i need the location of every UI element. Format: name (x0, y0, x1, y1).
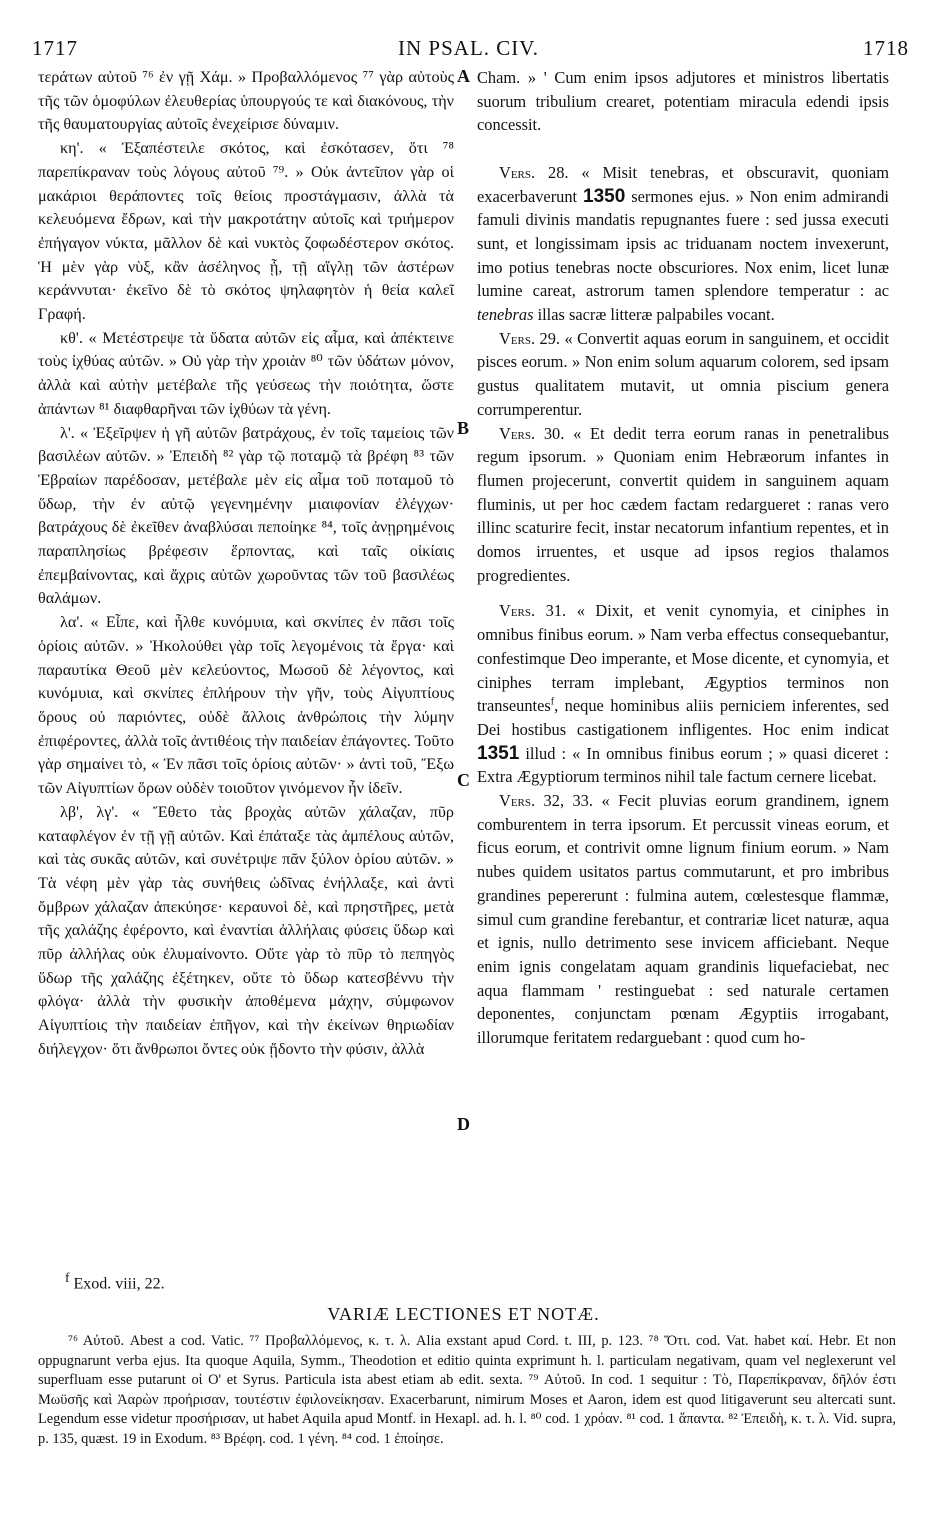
right-column-number: 1718 (863, 36, 909, 60)
notes-text: ⁷⁶ Αὐτοῦ. Abest a cod. Vatic. ⁷⁷ Προβαλλόμενος, κ. τ. λ. Alia exstant apud Cord. t. III, p. 123. ⁷⁸ Ὅτι. cod. Vat. habet καί. Hebr. Et non oppugnarunt verba ejus. Ita quoque Aquila, Symm., Theodotion et editio quinta exprimunt h. l. particulam negativam, quam vel neglexerunt vel superfluam esse putarunt οἱ O' et Syrus. Particula ista abest etiam ab edit. sexta. ⁷⁹ Αὐτοῦ. In cod. 1 sequitur : Τὸ, Παρεπίκραναν, δῆλόν ἐστι Μωϋσῆς καὶ Ἀαρὼν προήρισαν, τουτέστιν ἐφιλονείκησαν. Exacerbarunt, nimirum Moses et Aaron, idem est quod litigaverunt seu altercati sunt. Legendum esse videtur προσήρισαν, ut habet Aquila apud Montf. in Hexapl. ad. h. l. ⁸⁰ cod. 1 χρόαν. ⁸¹ cod. 1 ἅπαντα. ⁸² Ἐπειδὴ, κ. τ. λ. Vid. supra, p. 135, quæst. 19 in Exodum. ⁸³ Βρέφη. cod. 1 γένη. ⁸⁴ cod. 1 ἐποίησε. (38, 1333, 896, 1447)
latin-text: illud : « In omnibus finibus eorum ; » quasi diceret : Extra Ægyptiorum terminos nihil tale factum cernere licebat. (477, 743, 889, 787)
verse-label: Vers. 32, 33. (499, 791, 593, 811)
left-column-number: 1717 (32, 36, 78, 60)
notes-heading: VARIÆ LECTIONES ET NOTÆ. (327, 1304, 600, 1324)
latin-text: sermones ejus. » Non enim admirandi famuli divinis mandatis repugnantes fuere : sed jussa executi sunt, et longissimam ipsis ac triduanam noctem invexerunt, imo potius tenebras nocte obscuriores. Nox enim, licet lunæ lumine careat, astrorum tamen splendore temperatur : ac (477, 186, 889, 301)
latin-column (477, 66, 889, 1050)
greek-paragraph: κθ'. « Μετέστρεψε τὰ ὕδατα αὐτῶν εἰς αἷμα, καὶ ἀπέκτεινε τοὺς ἰχθύας αὐτῶν. » Οὐ γὰρ τὴν χροιὰν ⁸⁰ τῶν ὑδάτων μόνον, ἀλλὰ καὶ αὐτὴν μετέβαλε τῆς γεύσεως τὴν ποιότητα, ὥστε ἀπάντων ⁸¹ διαφθαρῆναι τῶν ἰχθύων τὰ γένη. (38, 328, 454, 418)
column-marker: 1351 (477, 742, 520, 764)
verse-label: Vers. 28. (499, 162, 569, 182)
verse-label: Vers. 29. (499, 328, 561, 348)
latin-paragraph (477, 599, 889, 789)
latin-text: « Fecit pluvias eorum grandinem, ignem comburentem in terra ipsorum. Et percussit vineas eorum, et ficus eorum, et contrivit omne lignum finium eorum. » Nam nubes quidem usitatos partus commutarunt, et pro imbribus grandines pepererunt : fulmina autem, cœlestesque flammæ, simul cum grandine ferebantur, et contrariæ licet naturæ, aqua et ignis, nullo detrimento sese invicem afficiebant. Neque enim ignis congelatam aquam grandinis liquefaciebat, nec aqua flammam ' restinguebat : sed naturale certamen deponentes, conjunctam pœnam Ægyptiis irrogabant, illorumque feritatem redarguebant : quod cum ho- (477, 791, 890, 1048)
margin-letter-c: C (457, 770, 470, 790)
margin-letter-a: A (457, 66, 470, 86)
greek-paragraph: λ'. « Ἐξεῖρψεν ἡ γῆ αὐτῶν βατράχους, ἐν τοῖς ταμείοις τῶν βασιλέων αὐτῶν. » Ἐπειδὴ ⁸² γὰρ τῷ ποταμῷ τὰ βρέφη ⁸³ τῶν Ἑβραίων παρέδοσαν, μετέβαλε μὲν εἰς αἷμα τοῦ ποταμοῦ τὸ ὕδωρ, τὴν ἐν αὐτῷ γεγενημένην μιαιφονίαν ἐλέγχων· βατράχους δὲ ἐκεῖθεν ἀναβλύσαι πεποίηκε ⁸⁴, τοῖς ἀνῃρημένοις παραπλησίως βρέφεσιν ἕρποντας, καὶ ταῖς οἰκίαις ἐπεμβαίνοντας, καὶ ἄχρις αὐτῶν χωροῦντας τῶν τοῦ βασιλέως θαλάμων. (38, 423, 454, 608)
greek-column (38, 66, 454, 1062)
greek-paragraph: λα'. « Εἶπε, καὶ ἦλθε κυνόμυια, καὶ σκνίπες ἐν πᾶσι τοῖς ὁρίοις αὐτῶν. » Ἠκολούθει γὰρ τοῖς λεγομένοις τὰ ἔργα· καὶ παραυτίκα Θεοῦ μὲν κελεύοντος, Μωσοῦ δὲ λέγοντος, καὶ κυνόμυια, καὶ σκνίπες ἐπλήρουν τὴν γῆν, τοὺς Αἰγυπτίους ὅρους οὐ παριόντες, οὐδὲ ἄλλοις ἀνθρώποις τὴν λύμην ἐπιφέροντες, ἀλλὰ τοῖς ἀντιθέοις τὴν παιδείαν ἐπάγοντες. Τοῦτο γὰρ σημαίνει τὸ, « Ἐν πᾶσι τοῖς ὁρίοις αὐτῶν· » ἀντὶ τοῦ, Ἔξω τῶν Αἰγυπτίων ὅρων οὐδὲν τοιοῦτον γινόμενον ἦν ἰδεῖν. (38, 613, 454, 798)
latin-text: « Misit tenebras, et obscuravit, quoniam exacerbaverunt (477, 162, 889, 206)
page-header (28, 36, 909, 62)
footnote-mark: f (65, 1270, 70, 1285)
latin-italic: tenebras (477, 305, 534, 325)
latin-text: « Et dedit terra eorum ranas in penetralibus regum ipsorum. » Quoniam enim Hebræorum infantes in flumen projecerunt, convertit quidem in sanguinem aquam fluminis, ut per hoc cædem factam redargueret : ranas vero illinc scaturire fecit, instar necatorum infantium repentes, et in domos irruentes, et usque ad ipsos regios thalamos progredientes. (477, 423, 889, 585)
verse-label: Vers. 30. (499, 423, 565, 443)
margin-letter-b: B (457, 418, 470, 438)
greek-paragraph: λβ', λγ'. « Ἔθετο τὰς βροχὰς αὐτῶν χάλαζαν, πῦρ καταφλέγον ἐν τῇ γῇ αὐτῶν. Καὶ ἐπάταξε τὰς ἀμπέλους αὐτῶν, καὶ τὰς συκᾶς αὐτῶν, καὶ συνέτριψε πᾶν ξύλον ὁρίου αὐτῶν. » Τὰ νέφη μὲν γὰρ τὰς συνήθεις ὠδῖνας ἐνήλλαξε, καὶ ἀντὶ ὄμβρων χάλαζαν ἀπεκύησε· κεραυνοὶ δὲ, καὶ πρηστῆρες, μετὰ τῆς χαλάζης ἐφέροντο, καὶ ἐναντίαι ἀλλήλαις φύσεις ὕδωρ καὶ πῦρ ἀλλήλας οὐκ ἐλυμαίνοντο. Οὔτε γὰρ τὸ πῦρ τὸ πεπηγὸς ὕδωρ τῆς χαλάζης ἐξέτηκεν, οὔτε τὸ ὕδωρ κατεσβέννυ τὴν φλόγα· ἀλλὰ τὴν φυσικὴν ἀποθέμενα μάχην, σύμφωνον Αἰγυπτίοις τὴν παιδείαν ἐπῆγον, καὶ τὴν ἐκείνων θηριωδίαν διήλεγχον· ὅτι ἄνθρωποι ὄντες οὐκ ᾔδοντο τὴν φύσιν, ἀλλὰ (38, 802, 454, 1058)
greek-paragraph: κη'. « Ἐξαπέστειλε σκότος, καὶ ἐσκότασεν, ὅτι ⁷⁸ παρεπίκραναν τοὺς λόγους αὐτοῦ ⁷⁹. » Οὐκ ἀντεῖπον γὰρ οἱ μακάριοι θεράποντες τοῖς θείοις προστάγμασιν, ἀλλὰ τὰ κελευόμενα ἔδρων, καὶ τὴν μακροτάτην αὐτοῖς καὶ τριήμερον ἐπήγαγον νύκτα, μᾶλλον δὲ καὶ νυκτὸς ζοφωδέστερον σκότος. Ἡ μὲν γὰρ νὺξ, κἂν ἀσέληνος ᾖ, τῇ αἴγλῃ τῶν ἀστέρων κεράννυται· ἐκεῖνο δὲ τὸ σκότος ψηλαφητὸν ἡ θεία καλεῖ Γραφή. (38, 139, 454, 324)
footnote (65, 1270, 165, 1293)
latin-text: « Dixit, et venit cynomyia, et ciniphes in omnibus finibus eorum. » Nam verba effectus consequebantur, confestimque Deo imperante, et Mose dicente, et cynomyia, et ciniphes terram implebant, Ægyptios terminos non transeuntes (477, 601, 889, 716)
margin-letter-d: D (457, 1114, 470, 1134)
greek-paragraph: τεράτων αὐτοῦ ⁷⁶ ἐν γῇ Χάμ. » Προβαλλόμενος ⁷⁷ γὰρ αὐτοὺς τῆς τῶν ὁμοφύλων ἐλευθερίας ὑπουργούς τε καὶ διακόνους, τὴν τῆς θαυματουργίας αὐτοῖς ἐνεχείρισε δύναμιν. (38, 68, 454, 134)
latin-paragraph (477, 161, 889, 327)
column-marker: 1350 (583, 185, 626, 207)
footnote-text: Exod. viii, 22. (73, 1275, 165, 1293)
latin-text: illas sacræ litteræ palpabiles vocant. (537, 305, 775, 325)
variant-notes (38, 1332, 896, 1450)
running-title: IN PSAL. CIV. (398, 36, 539, 60)
latin-paragraph (477, 327, 889, 422)
latin-text: , neque hominibus aliis perniciem inferentes, sed Dei hostibus castigationem infligentes. Hoc enim indicat (477, 696, 889, 739)
verse-label: Vers. 31. (499, 601, 567, 621)
latin-paragraph (477, 422, 889, 588)
latin-paragraph: Cham. » ' Cum enim ipsos adjutores et ministros libertatis suorum tribulium crearet, potentiam miracula edendi ipsis concessit. (477, 68, 889, 135)
latin-text: « Convertit aquas eorum in sanguinem, et occidit pisces eorum. » Non enim solum aquarum colorem, sed ipsam gustus qualitatem mutavit, ut omnia piscium genera corrumperentur. (477, 328, 889, 419)
latin-paragraph (477, 789, 889, 1050)
footnote-ref: f (550, 696, 555, 708)
